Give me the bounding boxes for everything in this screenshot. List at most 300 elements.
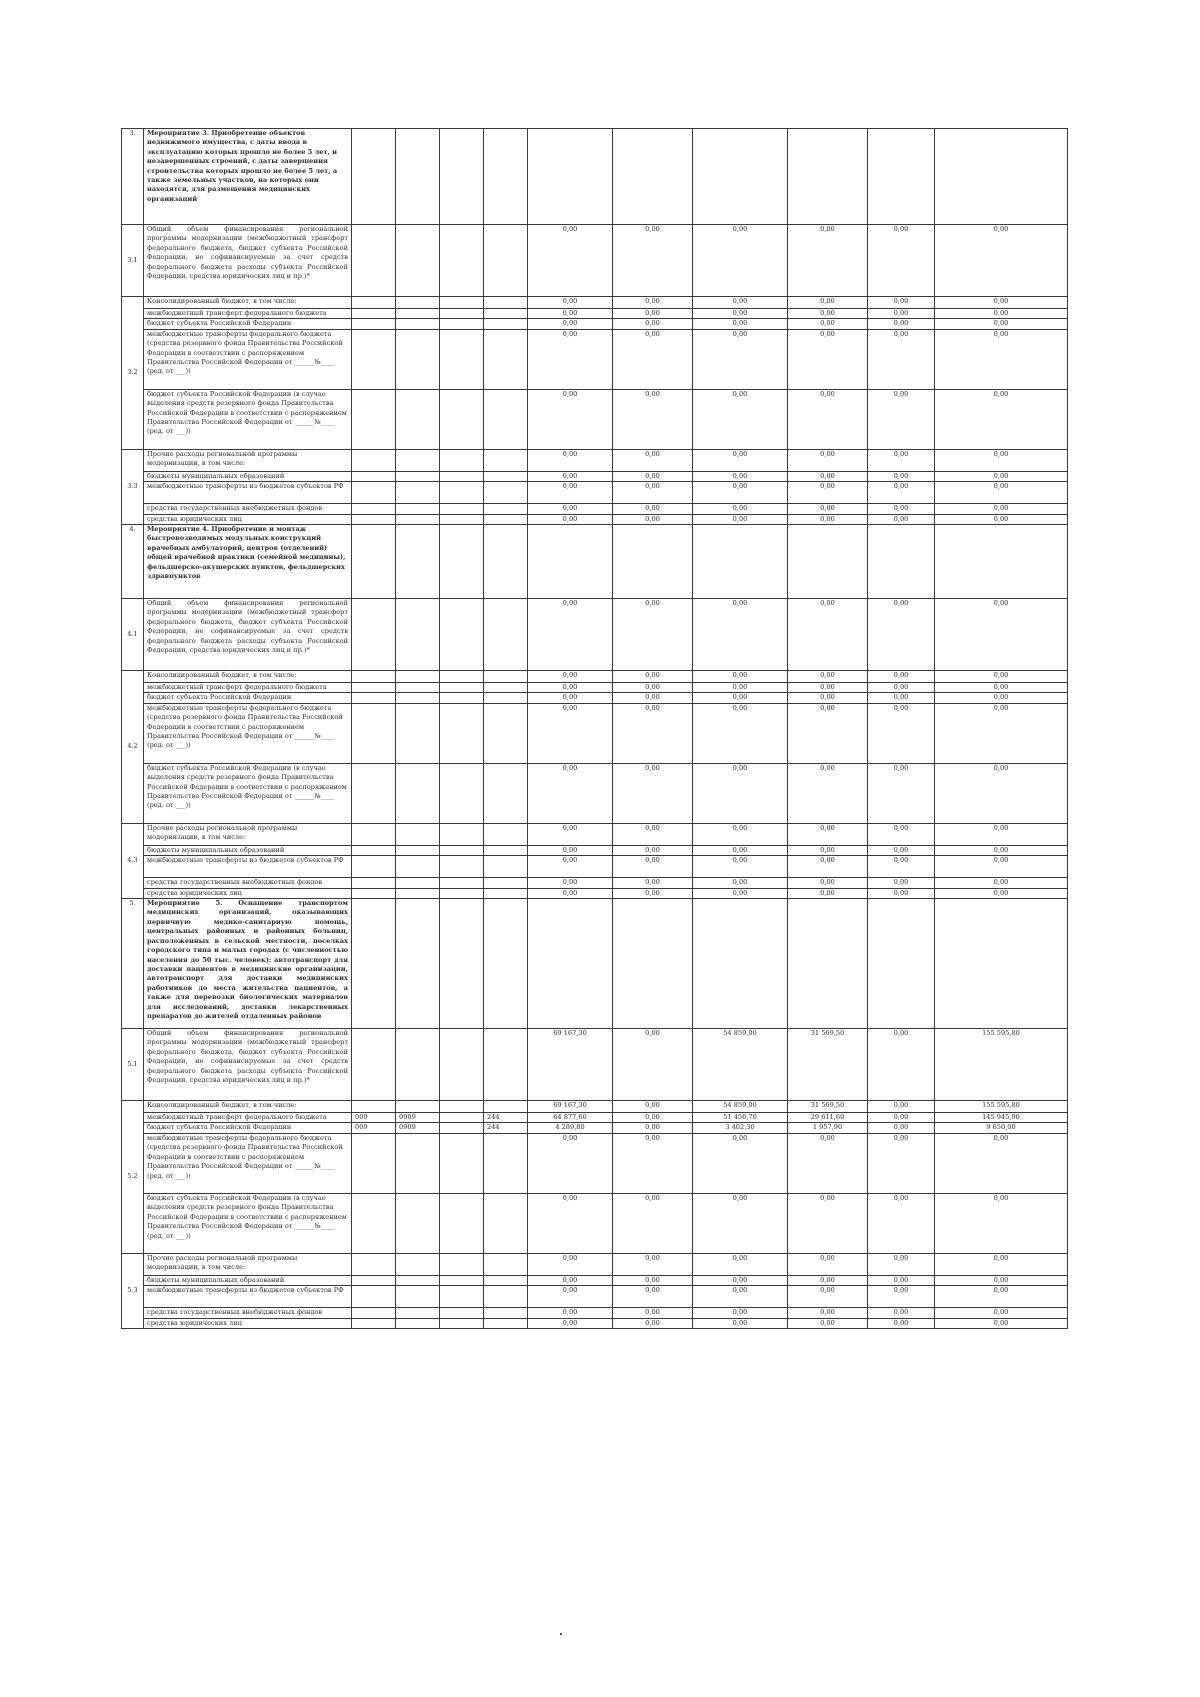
budget-code-cell (484, 297, 528, 309)
table-row (122, 129, 1068, 225)
amount-cell: 0,00 (868, 225, 935, 297)
item-description: Прочие расходы региональной программы модернизации, в том числе: (144, 823, 352, 845)
budget-code-cell (484, 1253, 528, 1275)
amount-cell: 29 611,60 (788, 1113, 868, 1123)
amount-cell: 0,00 (868, 823, 935, 845)
amount-cell: 0,00 (935, 449, 1068, 471)
table-row (122, 763, 1068, 823)
amount-cell: 0,00 (788, 693, 868, 703)
amount-cell: 0,00 (528, 856, 613, 878)
item-description: межбюджетные трансферты федерального бюджета (средства резервного фонда Правительства Российской Федерации в соответствии с распоряжением Правительства Российской Федерации от ______№____ (ред. от ___)) (144, 703, 352, 763)
amount-cell: 0,00 (613, 1123, 693, 1133)
budget-code-cell (440, 309, 484, 319)
amount-cell: 0,00 (935, 683, 1068, 693)
page-mark (560, 1633, 562, 1635)
amount-cell: 0,00 (613, 449, 693, 471)
amount-cell: 0,00 (613, 1275, 693, 1285)
amount-cell: 0,00 (613, 1029, 693, 1101)
budget-code-cell (396, 599, 440, 671)
item-description: Консолидированный бюджет, в том числе: (144, 297, 352, 309)
amount-cell: 0,00 (935, 845, 1068, 855)
amount-cell: 9 650,00 (935, 1123, 1068, 1133)
amount-cell: 0,00 (693, 683, 788, 693)
budget-code-cell (484, 309, 528, 319)
item-description: межбюджетный трансферт федерального бюджета (144, 683, 352, 693)
table-row (122, 1101, 1068, 1113)
budget-code-cell (352, 845, 396, 855)
item-description: бюджеты муниципальных образований (144, 471, 352, 481)
budget-code-cell (396, 671, 440, 683)
table-row (122, 1308, 1068, 1318)
amount-cell (788, 129, 868, 225)
amount-cell: 0,00 (788, 1133, 868, 1193)
budget-code-cell (440, 763, 484, 823)
amount-cell: 0,00 (788, 845, 868, 855)
budget-code-cell (484, 525, 528, 599)
amount-cell (868, 525, 935, 599)
amount-cell: 0,00 (788, 297, 868, 309)
amount-cell: 0,00 (788, 1286, 868, 1308)
budget-code-cell (484, 1133, 528, 1193)
amount-cell: 0,00 (868, 1193, 935, 1253)
amount-cell: 0,00 (868, 703, 935, 763)
amount-cell: 0,00 (528, 845, 613, 855)
amount-cell: 0,00 (693, 763, 788, 823)
budget-code-cell (396, 899, 440, 1029)
item-description: бюджет субъекта Российской Федерации (в случае выделения средств резервного фонда Правительства Российской Федерации в соответствии с распоряжением Правительства Российской Федерации от ______№____ (ред. от ___)) (144, 389, 352, 449)
table-row (122, 1193, 1068, 1253)
budget-code-cell (484, 693, 528, 703)
table-row (122, 845, 1068, 855)
amount-cell: 3 402,30 (693, 1123, 788, 1133)
amount-cell: 0,00 (935, 329, 1068, 389)
amount-cell: 0,00 (613, 1193, 693, 1253)
amount-cell: 0,00 (788, 599, 868, 671)
table-row (122, 599, 1068, 671)
amount-cell: 0,00 (935, 763, 1068, 823)
amount-cell: 51 456,70 (693, 1113, 788, 1123)
budget-code-cell (352, 899, 396, 1029)
budget-code-cell (352, 1275, 396, 1285)
budget-code-cell (440, 599, 484, 671)
budget-code-cell (352, 823, 396, 845)
budget-code-cell (352, 763, 396, 823)
budget-code-cell (440, 1286, 484, 1308)
budget-code-cell (484, 1286, 528, 1308)
amount-cell: 0,00 (613, 763, 693, 823)
item-description: межбюджетные трансферты из бюджетов субъектов РФ (144, 482, 352, 504)
amount-cell: 0,00 (693, 823, 788, 845)
budget-code-cell (484, 671, 528, 683)
table-row (122, 504, 1068, 514)
amount-cell: 0,00 (528, 1275, 613, 1285)
amount-cell: 0,00 (693, 1286, 788, 1308)
table-row (122, 471, 1068, 481)
amount-cell: 0,00 (868, 309, 935, 319)
budget-code-cell (440, 823, 484, 845)
budget-code-cell (484, 888, 528, 898)
amount-cell: 0,00 (788, 823, 868, 845)
budget-code-cell (440, 683, 484, 693)
budget-code-cell (352, 878, 396, 888)
amount-cell (528, 129, 613, 225)
amount-cell: 0,00 (693, 329, 788, 389)
budget-code-cell (352, 225, 396, 297)
amount-cell: 0,00 (693, 297, 788, 309)
row-number: 4.1 (122, 599, 144, 671)
amount-cell: 0,00 (613, 1318, 693, 1328)
amount-cell: 0,00 (528, 1318, 613, 1328)
budget-code-cell (352, 1318, 396, 1328)
amount-cell: 0,00 (788, 329, 868, 389)
amount-cell: 0,00 (528, 763, 613, 823)
item-description: бюджет субъекта Российской Федерации (144, 693, 352, 703)
amount-cell: 0,00 (788, 1308, 868, 1318)
item-description: средства юридических лиц (144, 514, 352, 524)
budget-code-cell (440, 856, 484, 878)
amount-cell: 0,00 (693, 482, 788, 504)
budget-code-cell (484, 878, 528, 888)
budget-code-cell (396, 319, 440, 329)
row-number: 3.1 (122, 225, 144, 297)
amount-cell (935, 899, 1068, 1029)
amount-cell: 0,00 (693, 1318, 788, 1328)
budget-code-cell (396, 129, 440, 225)
budget-code-cell (396, 1193, 440, 1253)
row-number: 3.2 (122, 297, 144, 450)
amount-cell: 0,00 (788, 514, 868, 524)
amount-cell: 0,00 (788, 671, 868, 683)
amount-cell: 0,00 (528, 309, 613, 319)
item-description: Прочие расходы региональной программы модернизации, в том числе: (144, 1253, 352, 1275)
table-row (122, 514, 1068, 524)
item-description: бюджеты муниципальных образований (144, 1275, 352, 1285)
amount-cell: 0,00 (788, 703, 868, 763)
budget-code-cell (396, 693, 440, 703)
item-description: межбюджетные трансферты федерального бюджета (средства резервного фонда Правительства Российской Федерации в соответствии с распоряжением Правительства Российской Федерации от ______№____ (ред. от ___)) (144, 329, 352, 389)
budget-code-cell (484, 763, 528, 823)
amount-cell: 0,00 (935, 482, 1068, 504)
table-row (122, 319, 1068, 329)
amount-cell (693, 525, 788, 599)
row-number: 5. (122, 899, 144, 1029)
budget-code-cell: 0909 (396, 1113, 440, 1123)
amount-cell: 0,00 (528, 703, 613, 763)
budget-code-cell: 244 (484, 1123, 528, 1133)
amount-cell: 0,00 (868, 1133, 935, 1193)
amount-cell: 0,00 (613, 599, 693, 671)
amount-cell: 0,00 (868, 671, 935, 683)
item-description: межбюджетные трансферты федерального бюджета (средства резервного фонда Правительства Российской Федерации в соответствии с распоряжением Правительства Российской Федерации от ______№____ (ред. от ___)) (144, 1133, 352, 1193)
amount-cell: 0,00 (788, 449, 868, 471)
budget-code-cell (484, 856, 528, 878)
budget-code-cell (440, 899, 484, 1029)
amount-cell: 0,00 (613, 1286, 693, 1308)
budget-code-cell (440, 482, 484, 504)
amount-cell: 0,00 (693, 845, 788, 855)
budget-code-cell (484, 1318, 528, 1328)
table-row (122, 878, 1068, 888)
amount-cell: 0,00 (693, 693, 788, 703)
amount-cell: 0,00 (693, 878, 788, 888)
budget-code-cell (440, 1101, 484, 1113)
budget-code-cell (396, 482, 440, 504)
amount-cell: 0,00 (788, 888, 868, 898)
table-row (122, 482, 1068, 504)
budget-code-cell (440, 297, 484, 309)
budget-code-cell (352, 856, 396, 878)
amount-cell: 0,00 (613, 683, 693, 693)
budget-code-cell (352, 504, 396, 514)
amount-cell: 0,00 (935, 225, 1068, 297)
amount-cell: 0,00 (528, 449, 613, 471)
budget-code-cell (396, 888, 440, 898)
amount-cell: 0,00 (613, 856, 693, 878)
table-row (122, 671, 1068, 683)
item-description: межбюджетные трансферты из бюджетов субъектов РФ (144, 856, 352, 878)
budget-code-cell (352, 329, 396, 389)
item-description: средства юридических лиц (144, 1318, 352, 1328)
amount-cell (788, 899, 868, 1029)
amount-cell: 0,00 (935, 599, 1068, 671)
budget-code-cell: 009 (352, 1123, 396, 1133)
amount-cell: 0,00 (868, 1308, 935, 1318)
row-number: 3. (122, 129, 144, 225)
amount-cell (613, 129, 693, 225)
amount-cell: 0,00 (935, 693, 1068, 703)
table-row (122, 1133, 1068, 1193)
row-number: 4.2 (122, 671, 144, 824)
amount-cell: 0,00 (613, 845, 693, 855)
budget-code-cell (352, 471, 396, 481)
amount-cell: 0,00 (868, 1275, 935, 1285)
item-description: межбюджетные трансферты из бюджетов субъектов РФ (144, 1286, 352, 1308)
amount-cell: 0,00 (935, 888, 1068, 898)
amount-cell: 0,00 (528, 1133, 613, 1193)
amount-cell: 0,00 (613, 514, 693, 524)
item-description: межбюджетный трансферт федерального бюджета (144, 309, 352, 319)
amount-cell: 0,00 (693, 504, 788, 514)
amount-cell (868, 899, 935, 1029)
table-row (122, 1123, 1068, 1133)
amount-cell: 0,00 (935, 504, 1068, 514)
amount-cell: 0,00 (693, 856, 788, 878)
item-description: Консолидированный бюджет, в том числе: (144, 1101, 352, 1113)
amount-cell: 0,00 (868, 319, 935, 329)
amount-cell: 0,00 (528, 514, 613, 524)
budget-code-cell (440, 129, 484, 225)
item-description: средства государственных внебюджетных фондов (144, 1308, 352, 1318)
budget-code-cell (352, 888, 396, 898)
amount-cell: 0,00 (935, 514, 1068, 524)
amount-cell: 0,00 (788, 225, 868, 297)
budget-code-cell (352, 1193, 396, 1253)
amount-cell: 0,00 (868, 856, 935, 878)
item-description: бюджет субъекта Российской Федерации (в случае выделения средств резервного фонда Правительства Российской Федерации в соответствии с распоряжением Правительства Российской Федерации от ______№____ (ред. от ___)) (144, 1193, 352, 1253)
amount-cell: 0,00 (788, 1193, 868, 1253)
budget-code-cell (484, 319, 528, 329)
amount-cell: 0,00 (868, 1113, 935, 1123)
budget-code-cell (396, 823, 440, 845)
amount-cell (868, 129, 935, 225)
budget-code-cell (440, 1193, 484, 1253)
budget-code-cell (396, 389, 440, 449)
table-row (122, 329, 1068, 389)
amount-cell: 0,00 (528, 329, 613, 389)
amount-cell: 31 569,50 (788, 1029, 868, 1101)
amount-cell: 155 595,80 (935, 1029, 1068, 1101)
amount-cell: 31 569,50 (788, 1101, 868, 1113)
amount-cell: 0,00 (935, 309, 1068, 319)
budget-code-cell (484, 504, 528, 514)
amount-cell: 0,00 (788, 504, 868, 514)
budget-code-cell (440, 671, 484, 683)
budget-code-cell (440, 525, 484, 599)
amount-cell: 0,00 (613, 888, 693, 898)
amount-cell: 0,00 (613, 693, 693, 703)
amount-cell: 0,00 (868, 297, 935, 309)
amount-cell: 145 945,90 (935, 1113, 1068, 1123)
amount-cell: 0,00 (613, 309, 693, 319)
budget-code-cell: 244 (484, 1113, 528, 1123)
budget-code-cell (352, 1029, 396, 1101)
budget-code-cell (440, 1123, 484, 1133)
budget-code-cell (440, 693, 484, 703)
amount-cell: 0,00 (693, 471, 788, 481)
table-row (122, 449, 1068, 471)
table-row (122, 297, 1068, 309)
amount-cell: 0,00 (613, 319, 693, 329)
amount-cell: 0,00 (935, 856, 1068, 878)
amount-cell: 0,00 (613, 823, 693, 845)
budget-code-cell (484, 1101, 528, 1113)
table-row (122, 389, 1068, 449)
table-row (122, 888, 1068, 898)
item-description: Общий объем финансирования региональной программы модернизации (межбюджетный трансферт федерального бюджета, бюджет субъекта Российской Федерации, не софинансируемые за счет средств федерального бюджета расходы субъекта Российской Федерации, средства юридических лиц и пр.)* (144, 1029, 352, 1101)
budget-code-cell (352, 1101, 396, 1113)
amount-cell: 0,00 (868, 878, 935, 888)
amount-cell: 69 167,30 (528, 1101, 613, 1113)
amount-cell: 0,00 (788, 1253, 868, 1275)
budget-code-cell: 0909 (396, 1123, 440, 1133)
budget-code-cell (484, 471, 528, 481)
budget-code-cell (352, 129, 396, 225)
amount-cell: 0,00 (935, 1286, 1068, 1308)
amount-cell: 54 859,00 (693, 1101, 788, 1113)
amount-cell: 0,00 (868, 1318, 935, 1328)
table-row (122, 525, 1068, 599)
budget-code-cell (352, 319, 396, 329)
budget-code-cell (396, 856, 440, 878)
amount-cell (528, 899, 613, 1029)
amount-cell: 0,00 (788, 319, 868, 329)
item-description: средства государственных внебюджетных фондов (144, 504, 352, 514)
budget-code-cell (440, 1133, 484, 1193)
amount-cell: 0,00 (693, 309, 788, 319)
budget-code-cell (396, 449, 440, 471)
amount-cell: 0,00 (693, 449, 788, 471)
table-body (122, 129, 1068, 1329)
amount-cell: 0,00 (788, 856, 868, 878)
budget-code-cell (484, 514, 528, 524)
amount-cell: 0,00 (868, 1123, 935, 1133)
amount-cell: 0,00 (613, 389, 693, 449)
budget-code-cell (352, 1308, 396, 1318)
budget-code-cell (484, 1029, 528, 1101)
row-number: 4.3 (122, 823, 144, 898)
amount-cell: 64 877,60 (528, 1113, 613, 1123)
budget-code-cell (440, 1308, 484, 1318)
budget-code-cell (396, 1101, 440, 1113)
budget-code-cell (396, 514, 440, 524)
amount-cell: 0,00 (613, 671, 693, 683)
budget-code-cell (396, 225, 440, 297)
amount-cell: 0,00 (868, 471, 935, 481)
amount-cell: 0,00 (528, 823, 613, 845)
amount-cell: 0,00 (528, 319, 613, 329)
amount-cell: 0,00 (935, 878, 1068, 888)
amount-cell (693, 129, 788, 225)
budget-code-cell (484, 129, 528, 225)
amount-cell (528, 525, 613, 599)
budget-code-cell (352, 693, 396, 703)
item-description: Мероприятие 3. Приобретение объектов недвижимого имущества, с даты ввода в эксплуатацию которых прошло не более 5 лет, и незавершенных строений, с даты завершения строительства которых прошло не более 5 лет, а также земельных участков, на которых они находятся, для размещения медицинских организаций (144, 129, 352, 225)
amount-cell: 0,00 (788, 683, 868, 693)
amount-cell: 0,00 (528, 1286, 613, 1308)
amount-cell: 0,00 (935, 297, 1068, 309)
budget-code-cell (440, 1275, 484, 1285)
budget-code-cell (396, 297, 440, 309)
budget-code-cell (352, 482, 396, 504)
item-description: Мероприятие 4. Приобретение и монтаж быстровозводимых модульных конструкций врачебных амбулаторий, центров (отделений) общей врачебной практики (семейной медицины), фельдшерско-акушерских пунктов, фельдшерских здравпунктов (144, 525, 352, 599)
table-row (122, 1029, 1068, 1101)
budget-code-cell (440, 471, 484, 481)
budget-code-cell (352, 449, 396, 471)
amount-cell: 0,00 (613, 225, 693, 297)
amount-cell: 0,00 (868, 482, 935, 504)
budget-code-cell (352, 389, 396, 449)
amount-cell: 0,00 (693, 1253, 788, 1275)
budget-code-cell (440, 888, 484, 898)
amount-cell: 0,00 (788, 1318, 868, 1328)
table-row (122, 683, 1068, 693)
amount-cell: 0,00 (613, 1133, 693, 1193)
amount-cell: 0,00 (613, 1253, 693, 1275)
amount-cell: 0,00 (528, 671, 613, 683)
table-row (122, 1318, 1068, 1328)
amount-cell: 0,00 (788, 471, 868, 481)
amount-cell: 0,00 (868, 1286, 935, 1308)
amount-cell: 0,00 (613, 471, 693, 481)
amount-cell: 0,00 (935, 823, 1068, 845)
amount-cell: 69 167,30 (528, 1029, 613, 1101)
budget-code-cell (352, 297, 396, 309)
budget-code-cell (396, 471, 440, 481)
amount-cell (935, 129, 1068, 225)
budget-code-cell (352, 309, 396, 319)
amount-cell: 0,00 (528, 482, 613, 504)
budget-code-cell (396, 683, 440, 693)
amount-cell: 0,00 (528, 1253, 613, 1275)
amount-cell: 0,00 (613, 878, 693, 888)
budget-code-cell (396, 1286, 440, 1308)
budget-code-cell: 009 (352, 1113, 396, 1123)
amount-cell: 0,00 (935, 1308, 1068, 1318)
amount-cell (693, 899, 788, 1029)
financing-table (121, 128, 1068, 1329)
amount-cell: 0,00 (528, 471, 613, 481)
amount-cell: 0,00 (528, 297, 613, 309)
